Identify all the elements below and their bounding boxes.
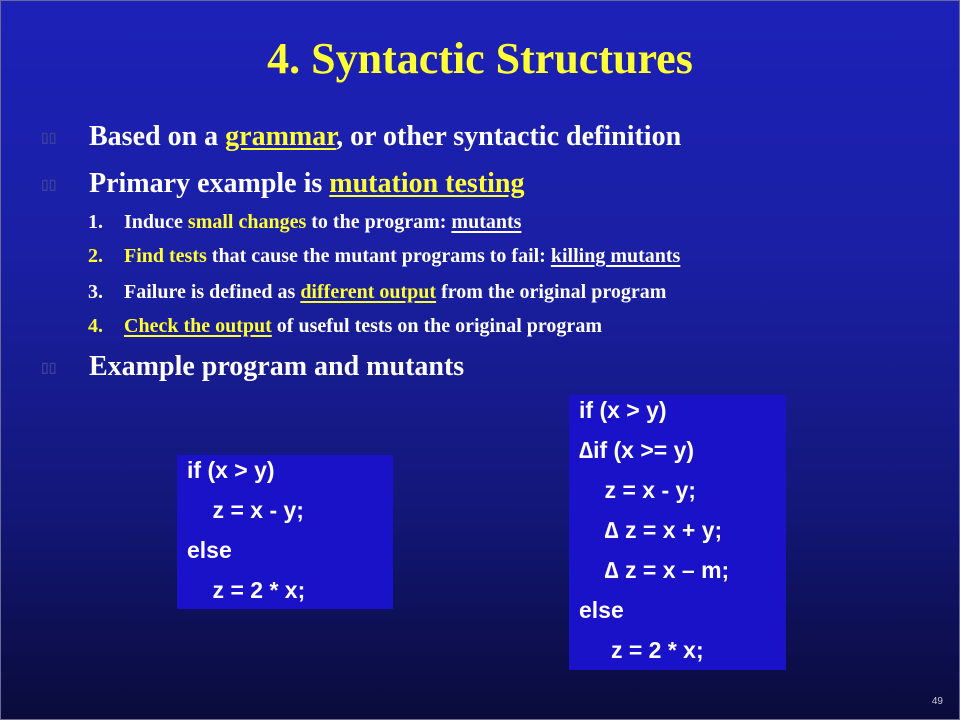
keyword-grammar: grammar [225, 121, 337, 152]
item-number: 4. [88, 315, 103, 337]
page-number: 49 [931, 696, 943, 707]
code-line: z = 2 * x; [187, 577, 306, 603]
item-text: to the program: [306, 211, 452, 233]
code-line: z = x - y; [579, 477, 696, 503]
mutant-program-box [569, 395, 786, 670]
code-line: else [187, 537, 232, 563]
code-line: z = x - y; [187, 497, 304, 523]
keyword-mutation-testing: mutation testing [329, 168, 525, 199]
numbered-item-3 [88, 279, 666, 305]
bullet-mutation-testing [41, 166, 525, 202]
bullet-grammar [41, 119, 681, 155]
bullet-text: Primary example is [89, 168, 330, 199]
code-line-mutant: ∆if (x >= y) [579, 437, 695, 463]
code-line: z = 2 * x; [579, 637, 704, 663]
bullet-text: Based on a [89, 121, 226, 152]
bullet-marker-icon: ▯▯ [41, 130, 57, 146]
keyword-different-output: different output [300, 281, 437, 303]
item-number: 2. [88, 245, 103, 267]
item-number: 1. [88, 211, 103, 233]
keyword-find-tests: Find tests [124, 245, 207, 267]
keyword-mutants: mutants [451, 211, 522, 233]
numbered-item-2 [88, 243, 680, 269]
bullet-example-program [41, 349, 464, 385]
numbered-item-1 [88, 209, 521, 235]
code-line: else [579, 597, 624, 623]
item-number: 3. [88, 281, 103, 303]
original-program-box [177, 455, 393, 609]
bullet-marker-icon: ▯▯ [41, 177, 57, 193]
code-line-mutant: ∆ z = x + y; [579, 517, 723, 543]
item-text: from the original program [436, 281, 667, 303]
item-text: Induce [124, 211, 188, 233]
keyword-check-the-output: Check the output [124, 315, 272, 337]
bullet-text: Example program and mutants [89, 351, 465, 382]
slide-title: 4. Syntactic Structures [267, 34, 693, 83]
keyword-small-changes: small changes [187, 211, 307, 233]
code-line: if (x > y) [579, 397, 667, 423]
code-line-mutant: ∆ z = x – m; [579, 557, 730, 583]
item-text: that cause the mutant programs to fail: [206, 245, 551, 267]
bullet-text: , or other syntactic definition [336, 121, 682, 152]
code-line: if (x > y) [187, 457, 275, 483]
keyword-killing-mutants: killing mutants [550, 245, 681, 267]
numbered-item-4 [88, 313, 602, 339]
item-text: of useful tests on the original program [271, 315, 602, 337]
bullet-marker-icon: ▯▯ [41, 360, 57, 376]
item-text: Failure is defined as [124, 281, 301, 303]
